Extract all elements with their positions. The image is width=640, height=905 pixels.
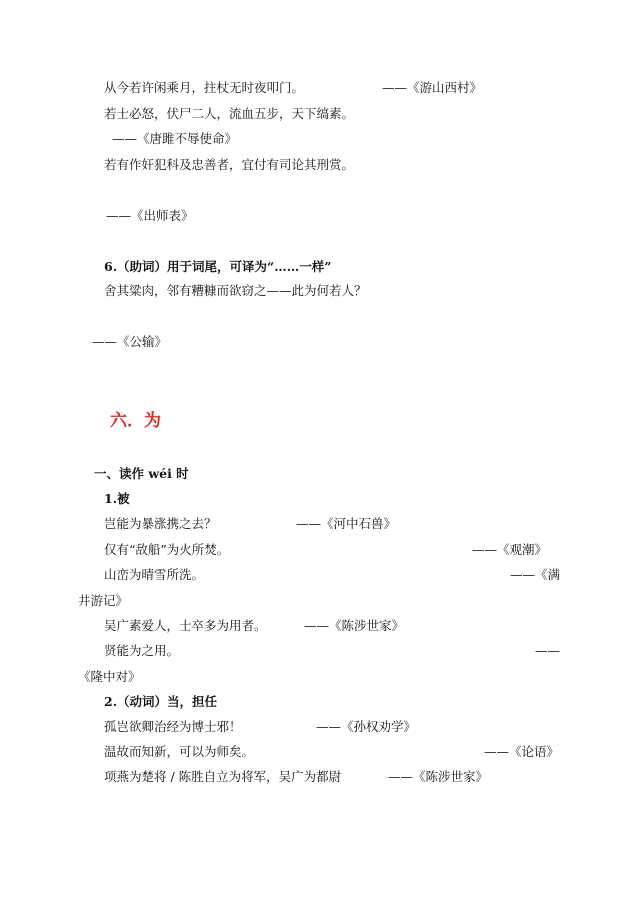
- quote-source: ——《孙权劝学》: [316, 719, 417, 734]
- section-heading: 一、读作 wéi 时: [94, 466, 189, 481]
- quote-line: 若有作奸犯科及忠善者，宜付有司论其刑赏。: [104, 157, 355, 172]
- quote-source: ——: [535, 643, 560, 658]
- subsection-heading: 2.（动词）当，担任: [104, 694, 218, 709]
- quote-source: ——《游山西村》: [382, 80, 483, 95]
- quote-line: 山峦为晴雪所洗。: [104, 567, 205, 582]
- quote-source: ——《出师表》: [106, 208, 194, 223]
- quote-line: 仅有“敌船”为火所焚。: [104, 542, 230, 557]
- quote-line: 吴广素爱人，士卒多为用者。: [104, 618, 267, 633]
- quote-source: ——《观潮》: [472, 542, 548, 557]
- quote-line: 项燕为楚将 / 陈胜自立为将军，吴广为都尉: [104, 769, 342, 784]
- quote-source: ——《河中石兽》: [296, 516, 397, 531]
- quote-source: ——《公输》: [92, 334, 168, 349]
- quote-source: ——《陈涉世家》: [388, 769, 489, 784]
- quote-line: 从今若许闲乘月，拄杖无时夜叩门。: [104, 80, 305, 95]
- quote-line: 若士必怒，伏尸二人，流血五步，天下缟素。: [104, 106, 355, 121]
- quote-source: ——《陈涉世家》: [304, 618, 405, 633]
- section-heading: 6.（助词）用于词尾，可译为“……一样”: [104, 259, 332, 274]
- quote-line: 岂能为暴涨携之去？: [104, 516, 217, 531]
- chapter-title: 六．为: [110, 411, 161, 431]
- quote-source: ——《论语》: [484, 744, 560, 759]
- quote-source: 《隆中对》: [78, 669, 141, 684]
- quote-source: ——《唐雎不辱使命》: [112, 131, 238, 146]
- quote-line: 舍其粱肉，邻有糟糠而欲窃之——此为何若人？: [104, 283, 367, 298]
- quote-line: 温故而知新，可以为师矣。: [104, 744, 255, 759]
- quote-source: 井游记》: [78, 593, 129, 608]
- quote-line: 孤岂欲卿治经为博士邪！: [104, 719, 242, 734]
- quote-source: ——《满: [510, 567, 561, 582]
- subsection-heading: 1.被: [104, 491, 130, 506]
- quote-line: 贤能为之用。: [104, 643, 180, 658]
